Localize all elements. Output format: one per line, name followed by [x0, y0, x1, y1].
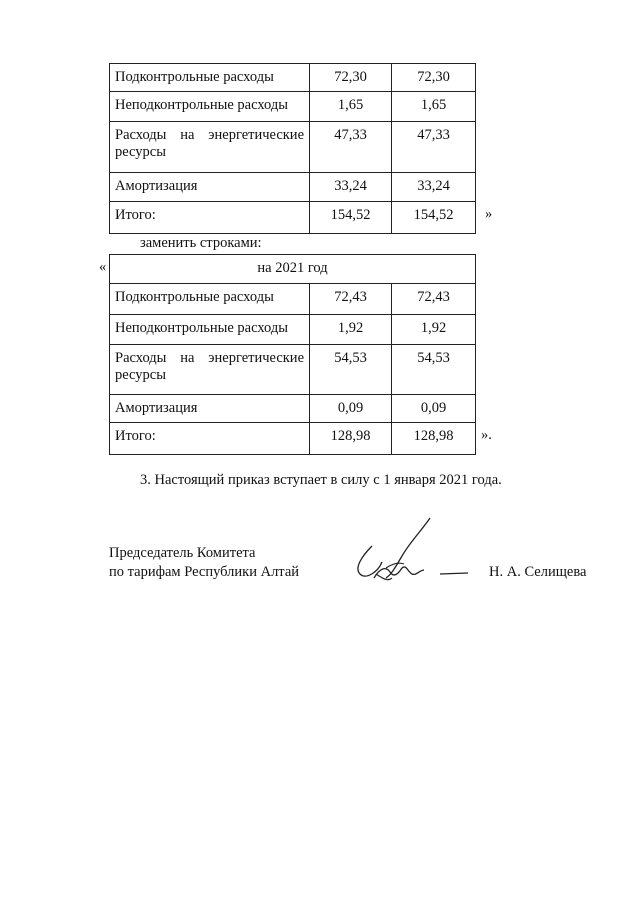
- row-value-1: 54,53: [310, 345, 392, 395]
- cost-table-old: [109, 63, 476, 234]
- row-value-1: 0,09: [310, 395, 392, 423]
- opening-quote: «: [99, 259, 107, 275]
- row-value-2: 72,43: [392, 284, 476, 315]
- table-row: [110, 395, 476, 423]
- table-row: [110, 345, 476, 395]
- signer-position-line2: по тарифам Республики Алтай: [109, 564, 300, 580]
- replace-instruction: заменить строками:: [140, 235, 262, 251]
- row-label: Неподконтрольные расходы: [110, 92, 310, 122]
- cost-table-new: [109, 254, 476, 455]
- table-row: [110, 64, 476, 92]
- clause-3: 3. Настоящий приказ вступает в силу с 1 января 2021 года.: [140, 472, 502, 488]
- row-label: Расходы на энергетические ресурсы: [110, 345, 310, 395]
- signer-name: Н. А. Селищева: [489, 564, 587, 580]
- year-header: на 2021 год: [110, 255, 476, 284]
- row-value-2: 54,53: [392, 345, 476, 395]
- row-value-1: 1,65: [310, 92, 392, 122]
- row-value-2: 33,24: [392, 173, 476, 202]
- row-label: Подконтрольные расходы: [110, 64, 310, 92]
- row-value-2: 154,52: [392, 202, 476, 234]
- row-value-1: 72,30: [310, 64, 392, 92]
- row-value-1: 47,33: [310, 122, 392, 173]
- row-value-1: 1,92: [310, 315, 392, 345]
- row-label: Расходы на энергетические ресурсы: [110, 122, 310, 173]
- row-label: Амортизация: [110, 395, 310, 423]
- row-value-2: 0,09: [392, 395, 476, 423]
- row-value-1: 128,98: [310, 423, 392, 455]
- table-row: [110, 173, 476, 202]
- table-header-row: [110, 255, 476, 284]
- row-value-2: 1,92: [392, 315, 476, 345]
- row-value-2: 47,33: [392, 122, 476, 173]
- row-value-1: 72,43: [310, 284, 392, 315]
- table-row: [110, 202, 476, 234]
- table-row: [110, 423, 476, 455]
- row-value-2: 128,98: [392, 423, 476, 455]
- row-label: Итого:: [110, 202, 310, 234]
- row-value-1: 154,52: [310, 202, 392, 234]
- table-row: [110, 122, 476, 173]
- table-row: [110, 92, 476, 122]
- row-label: Подконтрольные расходы: [110, 284, 310, 315]
- signer-position-line1: Председатель Комитета: [109, 545, 256, 561]
- row-value-2: 1,65: [392, 92, 476, 122]
- row-label: Амортизация: [110, 173, 310, 202]
- table-row: [110, 284, 476, 315]
- row-label: Неподконтрольные расходы: [110, 315, 310, 345]
- closing-quote: »: [485, 206, 493, 222]
- table-row: [110, 315, 476, 345]
- closing-quote: ».: [481, 427, 492, 443]
- handwritten-signature: [352, 512, 492, 592]
- row-value-2: 72,30: [392, 64, 476, 92]
- row-label: Итого:: [110, 423, 310, 455]
- row-value-1: 33,24: [310, 173, 392, 202]
